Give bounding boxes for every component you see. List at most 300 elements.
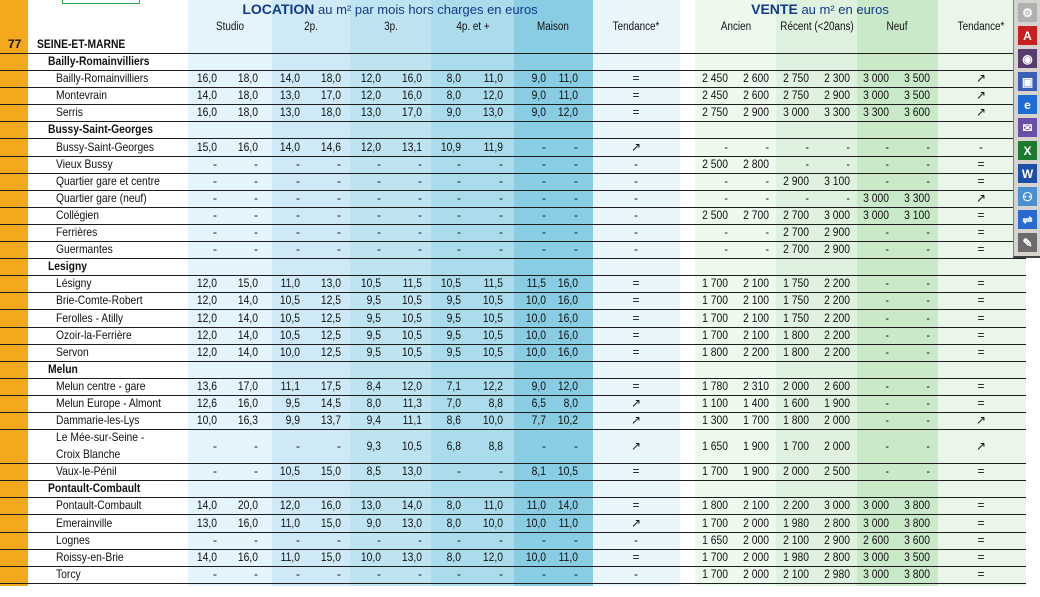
- location-trend: -: [634, 532, 638, 547]
- location-value: -: [499, 207, 503, 222]
- sale-value: 2 800: [824, 549, 850, 564]
- location-value: 10,0: [360, 549, 381, 564]
- location-value: -: [337, 439, 341, 454]
- location-value: 10,0: [525, 327, 546, 342]
- location-value: 12,0: [196, 293, 217, 308]
- location-value: 9,5: [366, 327, 381, 342]
- location-value: -: [499, 190, 503, 205]
- location-value: 7,0: [446, 396, 461, 410]
- location-trend: =: [632, 71, 640, 86]
- sale-value: 2 100: [743, 327, 769, 342]
- table-row: [0, 173, 1026, 191]
- city-name: Melun Europe - Almont: [56, 396, 161, 410]
- location-value: 16,0: [196, 105, 217, 120]
- location-value: 9,0: [531, 88, 546, 103]
- sale-value: -: [885, 293, 889, 308]
- sale-value: 3 600: [904, 532, 930, 547]
- location-value: 14,0: [237, 293, 258, 308]
- location-value: -: [296, 439, 300, 454]
- sale-value: 2 980: [824, 566, 850, 581]
- location-value: 9,5: [366, 344, 381, 359]
- location-value: -: [418, 190, 422, 205]
- column-header: Tendance*: [957, 21, 1005, 33]
- sale-value: -: [765, 225, 769, 239]
- location-value: 16,0: [401, 71, 422, 86]
- column-header: Ancien: [720, 21, 752, 33]
- location-value: -: [337, 566, 341, 581]
- location-trend: -: [634, 566, 638, 581]
- sale-trend: =: [977, 464, 985, 479]
- sale-trend: =: [977, 498, 985, 513]
- location-trend: -: [634, 242, 638, 257]
- sale-trend: =: [977, 207, 985, 222]
- location-value: 16,0: [237, 139, 258, 154]
- sale-value: 1 700: [783, 439, 809, 454]
- sale-value: 1 700: [702, 464, 728, 479]
- sale-value: 2 750: [783, 71, 809, 86]
- location-value: 12,0: [196, 276, 217, 291]
- sale-value: 3 600: [904, 105, 930, 120]
- sale-value: 1 650: [702, 532, 728, 547]
- sale-value: 1 750: [783, 310, 809, 325]
- column-header: Neuf: [886, 21, 908, 33]
- location-value: -: [296, 532, 300, 547]
- location-value: -: [254, 225, 258, 239]
- location-value: 9,9: [285, 413, 300, 428]
- group-name: Bussy-Saint-Georges: [48, 122, 153, 137]
- location-value: 11,0: [558, 549, 578, 564]
- sale-value: 1 800: [702, 498, 728, 513]
- location-value: 10,5: [440, 276, 461, 291]
- location-value: -: [377, 207, 381, 222]
- network-icon[interactable]: ⚇: [1018, 187, 1037, 206]
- location-value: -: [457, 173, 461, 188]
- sale-value: -: [885, 413, 889, 428]
- location-value: 10,0: [279, 344, 300, 359]
- location-value: -: [213, 566, 217, 581]
- sale-value: -: [926, 464, 930, 479]
- location-value: 8,8: [488, 396, 503, 410]
- sale-value: 3 500: [904, 549, 930, 564]
- location-value: 8,0: [446, 71, 461, 86]
- sale-value: -: [885, 378, 889, 393]
- location-value: 14,0: [196, 88, 217, 103]
- sale-value: 3 000: [863, 549, 889, 564]
- table-row: [0, 156, 1026, 174]
- table-row: [0, 104, 1026, 122]
- location-value: -: [377, 566, 381, 581]
- sale-value: 2 900: [824, 225, 850, 239]
- sale-value: 2 800: [824, 515, 850, 530]
- city-name: Guermantes: [56, 242, 113, 257]
- location-value: 16,0: [237, 549, 258, 564]
- table-row: [0, 275, 1026, 293]
- location-value: -: [254, 439, 258, 454]
- sale-value: 1 700: [702, 515, 728, 530]
- location-value: -: [254, 464, 258, 479]
- location-value: 9,4: [366, 413, 381, 428]
- settings-icon[interactable]: ⚙: [1018, 3, 1037, 22]
- location-value: 13,0: [401, 549, 422, 564]
- location-value: 17,0: [320, 88, 341, 103]
- sale-value: 2 600: [743, 88, 769, 103]
- sale-value: -: [846, 139, 850, 154]
- location-value: 14,0: [237, 344, 258, 359]
- location-value: 8,0: [366, 396, 381, 410]
- sale-value: -: [885, 242, 889, 257]
- sale-value: -: [926, 225, 930, 239]
- sale-value: 2 000: [743, 566, 769, 581]
- sale-value: 2 200: [824, 276, 850, 291]
- sale-value: 2 700: [743, 207, 769, 222]
- sale-trend: ↗: [975, 190, 987, 205]
- location-value: 13,6: [196, 378, 217, 393]
- location-trend: =: [632, 549, 640, 564]
- location-value: 6,8: [446, 439, 461, 454]
- location-value: -: [213, 225, 217, 239]
- location-subtitle: au m² par mois hors charges en euros: [318, 2, 538, 17]
- location-trend: =: [632, 378, 640, 393]
- location-value: -: [337, 190, 341, 205]
- sale-value: 3 800: [904, 566, 930, 581]
- location-value: -: [213, 439, 217, 454]
- location-value: 14,5: [320, 396, 341, 410]
- vente-subtitle: au m² en euros: [801, 2, 889, 17]
- sale-value: 2 700: [783, 225, 809, 239]
- location-value: 10,5: [401, 439, 422, 454]
- mail-icon[interactable]: ✉: [1018, 118, 1037, 137]
- location-value: -: [457, 225, 461, 239]
- location-value: 8,5: [366, 464, 381, 479]
- table-row: [0, 310, 1026, 328]
- sale-value: 2 100: [783, 532, 809, 547]
- location-value: 12,0: [360, 71, 381, 86]
- location-value: -: [574, 207, 578, 222]
- location-trend: =: [632, 88, 640, 103]
- location-value: 11,5: [402, 276, 422, 291]
- sale-value: 3 000: [863, 566, 889, 581]
- location-value: 11,0: [280, 276, 300, 291]
- location-value: 8,0: [446, 498, 461, 513]
- location-value: 9,5: [285, 396, 300, 410]
- location-value: 11,0: [558, 71, 578, 86]
- sale-value: 2 700: [783, 207, 809, 222]
- table-row: [0, 429, 1026, 464]
- location-value: 10,0: [525, 310, 546, 325]
- location-value: 14,0: [279, 71, 300, 86]
- location-value: 11,0: [526, 498, 546, 513]
- location-value: 13,0: [401, 464, 422, 479]
- sale-trend: =: [977, 293, 985, 308]
- location-value: 12,0: [360, 88, 381, 103]
- location-value: 12,5: [320, 344, 341, 359]
- location-value: 10,5: [279, 327, 300, 342]
- sale-value: -: [926, 293, 930, 308]
- scanner-icon[interactable]: ▣: [1018, 72, 1037, 91]
- city-name: Montevrain: [56, 88, 108, 103]
- location-value: 14,0: [196, 549, 217, 564]
- city-name: Melun centre - gare: [56, 378, 146, 393]
- location-value: 10,2: [557, 413, 578, 428]
- sale-value: -: [885, 139, 889, 154]
- location-value: -: [213, 532, 217, 547]
- location-value: 16,0: [557, 327, 578, 342]
- table-row: [0, 549, 1026, 567]
- sale-value: 2 900: [824, 88, 850, 103]
- location-value: 13,0: [279, 105, 300, 120]
- column-header: 3p.: [384, 21, 398, 33]
- location-value: 16,0: [557, 293, 578, 308]
- table-row: [0, 292, 1026, 310]
- location-value: 10,5: [557, 464, 578, 479]
- location-value: 12,0: [279, 498, 300, 513]
- location-value: 12,0: [557, 378, 578, 393]
- sale-value: -: [885, 344, 889, 359]
- location-value: 12,6: [196, 396, 217, 410]
- pdf-icon[interactable]: A: [1018, 26, 1037, 45]
- city-name: Dammarie-les-Lys: [56, 413, 140, 428]
- location-value: 11,0: [483, 71, 503, 86]
- location-value: -: [296, 566, 300, 581]
- location-value: -: [296, 156, 300, 171]
- location-value: -: [377, 242, 381, 257]
- city-name: Bussy-Saint-Georges: [56, 139, 155, 154]
- location-value: 9,0: [531, 105, 546, 120]
- location-value: -: [574, 532, 578, 547]
- sale-value: 3 800: [904, 498, 930, 513]
- location-trend: =: [632, 276, 640, 291]
- sale-value: 3 000: [863, 190, 889, 205]
- location-value: 10,5: [401, 293, 422, 308]
- location-value: -: [499, 566, 503, 581]
- sale-value: 2 900: [824, 242, 850, 257]
- sale-value: 2 100: [743, 310, 769, 325]
- location-value: -: [457, 190, 461, 205]
- location-value: -: [296, 173, 300, 188]
- sale-value: 1 780: [702, 378, 728, 393]
- location-value: 18,0: [237, 88, 258, 103]
- location-value: -: [542, 532, 546, 547]
- sale-trend: =: [977, 242, 985, 257]
- location-value: 14,0: [401, 498, 422, 513]
- location-value: -: [418, 566, 422, 581]
- location-value: 8,0: [563, 396, 578, 410]
- sale-value: 1 700: [743, 413, 769, 428]
- location-value: 11,0: [280, 515, 300, 530]
- location-value: 11,9: [483, 139, 503, 154]
- sale-trend: =: [977, 515, 985, 530]
- table-row: [0, 139, 1026, 157]
- location-value: 9,0: [446, 105, 461, 120]
- location-value: 9,5: [446, 310, 461, 325]
- location-value: -: [254, 532, 258, 547]
- sale-value: -: [926, 396, 930, 410]
- location-value: -: [542, 173, 546, 188]
- city-name: Ferrières: [56, 225, 98, 239]
- location-value: -: [499, 156, 503, 171]
- sale-trend: =: [977, 310, 985, 325]
- location-value: 10,0: [196, 413, 217, 428]
- location-value: 13,0: [360, 498, 381, 513]
- sale-value: -: [926, 242, 930, 257]
- location-value: 8,8: [488, 439, 503, 454]
- sale-value: 2 700: [783, 242, 809, 257]
- excel-icon[interactable]: X: [1018, 141, 1037, 160]
- sale-value: -: [765, 139, 769, 154]
- location-value: -: [542, 242, 546, 257]
- sale-trend: ↗: [975, 105, 987, 120]
- location-value: 9,5: [366, 310, 381, 325]
- location-value: 9,3: [366, 439, 381, 454]
- city-name: Lognes: [56, 532, 90, 547]
- location-value: -: [296, 225, 300, 239]
- location-value: 10,5: [401, 327, 422, 342]
- table-row: [0, 532, 1026, 550]
- edit-icon[interactable]: ✎: [1018, 233, 1037, 252]
- sale-value: -: [926, 156, 930, 171]
- location-value: 10,5: [482, 327, 503, 342]
- location-value: 10,0: [525, 515, 546, 530]
- location-value: -: [296, 242, 300, 257]
- sale-value: -: [805, 190, 809, 205]
- sale-value: 3 000: [863, 515, 889, 530]
- sale-value: 2 600: [824, 378, 850, 393]
- location-value: 13,0: [196, 515, 217, 530]
- sale-value: -: [805, 139, 809, 154]
- city-name: Ozoir-la-Ferrière: [56, 327, 132, 342]
- table-row: [0, 241, 1026, 259]
- location-value: 10,5: [482, 310, 503, 325]
- location-value: -: [337, 156, 341, 171]
- internet-explorer-icon[interactable]: e: [1018, 95, 1037, 114]
- location-value: 6,5: [531, 396, 546, 410]
- location-value: 12,5: [320, 293, 341, 308]
- camera-icon[interactable]: ◉: [1018, 49, 1037, 68]
- sale-value: -: [926, 173, 930, 188]
- sale-value: 1 700: [702, 566, 728, 581]
- column-header: Récent (<20ans): [780, 21, 854, 33]
- location-value: 14,0: [237, 327, 258, 342]
- location-value: 7,1: [446, 378, 461, 393]
- location-value: 10,5: [279, 310, 300, 325]
- location-value: -: [457, 207, 461, 222]
- group-row: [0, 258, 1026, 276]
- location-value: -: [499, 242, 503, 257]
- location-value: -: [296, 190, 300, 205]
- sale-value: 2 200: [783, 498, 809, 513]
- sale-value: -: [926, 276, 930, 291]
- location-value: 13,7: [320, 413, 341, 428]
- location-trend: =: [632, 310, 640, 325]
- location-value: 11,0: [483, 498, 503, 513]
- location-value: -: [377, 190, 381, 205]
- location-value: 10,5: [360, 276, 381, 291]
- sale-value: 2 200: [824, 327, 850, 342]
- location-value: 10,0: [525, 549, 546, 564]
- location-value: 9,0: [531, 378, 546, 393]
- department-code: 77: [8, 37, 22, 51]
- city-name: Le Mée-sur-Seine -: [56, 430, 145, 445]
- city-name: Quartier gare et centre: [56, 173, 160, 188]
- sale-value: 2 900: [824, 532, 850, 547]
- location-value: 11,3: [402, 396, 422, 410]
- sale-value: 2 200: [743, 344, 769, 359]
- location-value: 14,0: [557, 498, 578, 513]
- location-value: -: [457, 242, 461, 257]
- location-value: -: [542, 225, 546, 239]
- city-name-line2: Croix Blanche: [56, 447, 121, 462]
- location-value: 10,9: [440, 139, 461, 154]
- sale-value: 2 000: [824, 439, 850, 454]
- location-value: 8,0: [446, 88, 461, 103]
- location-value: -: [457, 532, 461, 547]
- location-value: 9,5: [446, 327, 461, 342]
- table-row: [0, 412, 1026, 430]
- connect-icon[interactable]: ⇌: [1018, 210, 1037, 229]
- location-value: 12,0: [360, 139, 381, 154]
- location-value: -: [254, 173, 258, 188]
- location-value: 16,0: [557, 276, 578, 291]
- location-trend: -: [634, 207, 638, 222]
- sale-value: 2 500: [702, 207, 728, 222]
- table-row: [0, 190, 1026, 208]
- city-name: Servon: [56, 344, 89, 359]
- location-value: 16,0: [237, 515, 258, 530]
- sale-value: -: [885, 156, 889, 171]
- sale-value: 2 750: [783, 88, 809, 103]
- location-value: 11,1: [402, 413, 422, 428]
- city-name: Vaux-le-Pénil: [56, 464, 117, 479]
- sale-value: 2 100: [743, 498, 769, 513]
- sale-value: -: [926, 413, 930, 428]
- vente-header: [700, 0, 940, 18]
- column-header: Studio: [215, 21, 245, 33]
- sale-value: -: [885, 173, 889, 188]
- table-row: [0, 463, 1026, 481]
- sale-value: 2 000: [783, 464, 809, 479]
- location-value: 16,0: [320, 498, 341, 513]
- table-row: [0, 378, 1026, 396]
- sale-value: 1 800: [783, 327, 809, 342]
- word-icon[interactable]: W: [1018, 164, 1037, 183]
- sale-value: 2 450: [702, 71, 728, 86]
- location-value: 20,0: [237, 498, 258, 513]
- location-trend: ↗: [630, 396, 642, 410]
- location-value: 13,0: [360, 105, 381, 120]
- city-name: Lésigny: [56, 276, 92, 291]
- group-row: [0, 480, 1026, 498]
- location-value: -: [574, 156, 578, 171]
- vente-title: VENTE: [751, 1, 798, 17]
- location-value: -: [213, 173, 217, 188]
- location-value: -: [254, 156, 258, 171]
- group-row: [0, 121, 1026, 139]
- city-name: Quartier gare (neuf): [56, 190, 147, 205]
- location-value: 10,5: [482, 293, 503, 308]
- location-value: 8,0: [446, 549, 461, 564]
- location-value: -: [296, 207, 300, 222]
- location-value: 18,0: [237, 71, 258, 86]
- location-value: 8,6: [446, 413, 461, 428]
- location-value: -: [418, 532, 422, 547]
- location-value: 12,0: [557, 105, 578, 120]
- location-value: 10,5: [482, 344, 503, 359]
- location-value: 16,0: [557, 310, 578, 325]
- location-value: 13,1: [401, 139, 422, 154]
- location-value: 10,0: [482, 515, 503, 530]
- sale-value: 2 600: [863, 532, 889, 547]
- table-row: [0, 515, 1026, 533]
